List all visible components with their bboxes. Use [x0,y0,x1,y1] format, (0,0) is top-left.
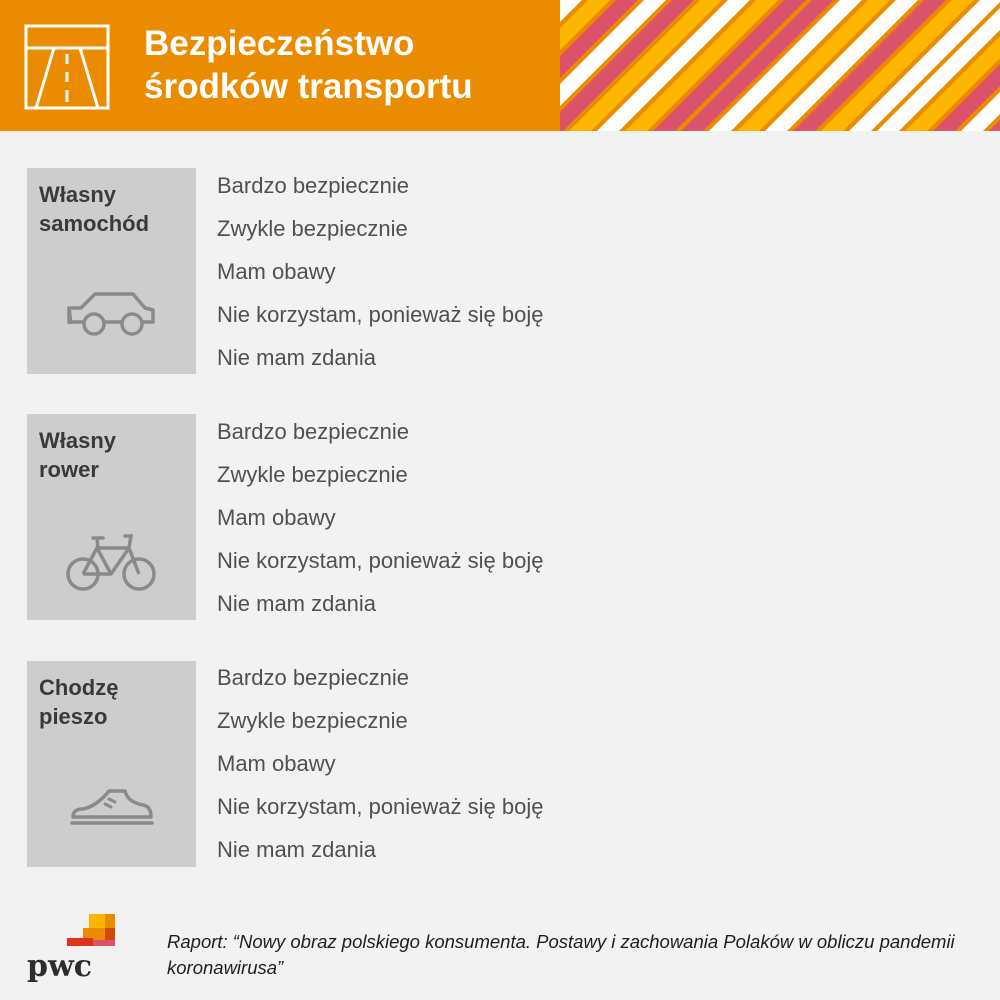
title-line-1: Bezpieczeństwo [144,24,415,63]
header-banner [0,0,1000,131]
answer-option: Nie korzystam, ponieważ się boję [217,548,544,573]
section-label-line-2: samochód [39,211,150,236]
answer-list-car [217,171,543,386]
section-label-line-1: Własny [39,428,117,453]
bicycle-icon [65,528,157,594]
answer-option: Mam obawy [217,259,336,284]
pwc-logo-text: pwc [27,949,93,984]
answer-option: Mam obawy [217,505,336,530]
page-title [144,22,473,108]
title-line-2: środków transportu [144,67,473,106]
answer-option: Nie mam zdania [217,345,376,370]
section-label-line-2: rower [39,457,99,482]
section-card-walking [27,661,196,867]
answer-option: Nie korzystam, ponieważ się boję [217,302,544,327]
answer-option: Bardzo bezpiecznie [217,419,410,444]
section-label-line-1: Chodzę [39,675,119,700]
section-label-line-1: Własny [39,182,117,207]
answer-list-bicycle [217,417,543,632]
answer-option: Zwykle bezpiecznie [217,708,408,733]
answer-list-walking [217,663,543,878]
section-label [39,426,116,484]
answer-option: Nie mam zdania [217,591,376,616]
answer-option: Mam obawy [217,751,336,776]
section-label [39,673,118,731]
section-card-car [27,168,196,374]
answer-option: Zwykle bezpiecznie [217,462,408,487]
pwc-logo [27,912,127,984]
road-icon [24,24,110,110]
report-caption: Raport: “Nowy obraz polskiego konsumenta. Postawy i zachowania Polaków w obliczu pandemii koronawirusa” [167,931,955,978]
answer-option: Bardzo bezpiecznie [217,173,410,198]
shoe-icon [69,787,155,831]
section-label [39,180,149,238]
section-label-line-2: pieszo [39,704,108,729]
answer-option: Nie korzystam, ponieważ się boję [217,794,544,819]
answer-option: Bardzo bezpiecznie [217,665,410,690]
section-card-bicycle [27,414,196,620]
car-icon [65,286,157,338]
answer-option: Zwykle bezpiecznie [217,216,408,241]
answer-option: Nie mam zdania [217,837,376,862]
